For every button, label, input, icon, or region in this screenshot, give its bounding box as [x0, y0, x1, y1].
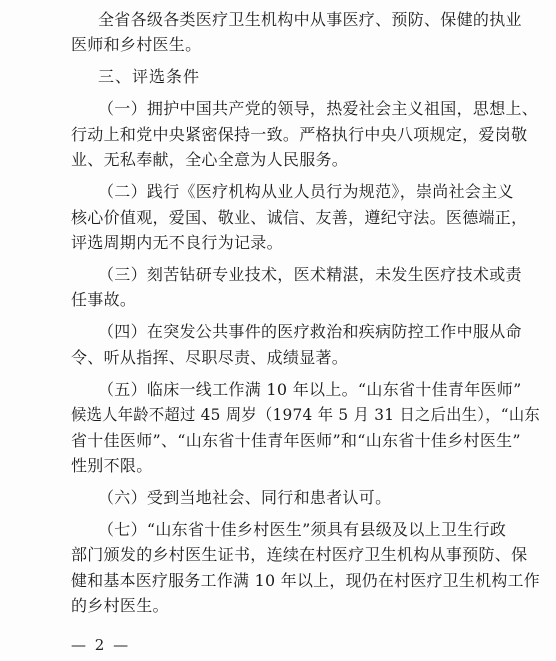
item-2-line-2: 核心价值观，爱国、敬业、诚信、友善，遵纪守法。医德端正， [71, 207, 528, 227]
item-2-line-3: 评选周期内无不良行为记录。 [71, 232, 283, 252]
item-5-line-3: 省十佳医师”、“山东省十佳青年医师”和“山东省十佳乡村医生” [71, 430, 521, 450]
item-7-line-2: 部门颁发的乡村医生证书，连续在村医疗卫生机构从事预防、保 [71, 545, 528, 565]
item-3-line-1: （三）刻苦钻研专业技术，医术精湛，未发生医疗技术或责 [98, 264, 522, 284]
item-7-line-3: 健和基本医疗服务工作满 10 年以上，现仍在村医疗卫生机构工作 [71, 570, 541, 590]
item-5-line-2: 候选人年龄不超过 45 周岁（1974 年 5 月 31 日之后出生），“山东 [71, 405, 541, 425]
item-5-line-4: 性别不限。 [71, 455, 153, 475]
item-1-line-3: 业、无私奉献，全心全意为人民服务。 [71, 150, 349, 170]
item-7-line-4: 的乡村医生。 [71, 596, 169, 615]
item-1-line-1: （一）拥护中国共产党的领导，热爱社会主义祖国，思想上、 [98, 99, 539, 119]
item-1-line-2: 行动上和党中央紧密保持一致。严格执行中央八项规定，爱岗敬 [71, 124, 528, 144]
item-6-line-1: （六）受到当地社会、同行和患者认可。 [98, 487, 392, 507]
item-2-line-1: （二）践行《医疗机构从业人员行为规范》，崇尚社会主义 [98, 182, 514, 202]
item-7-line-1: （七）“山东省十佳乡村医生”须具有县级及以上卫生行政 [98, 519, 507, 539]
item-5-line-1: （五）临床一线工作满 10 年以上。“山东省十佳青年医师” [98, 379, 522, 399]
intro-line-1: 全省各级各类医疗卫生机构中从事医疗、预防、保健的执业 [98, 10, 522, 29]
page-number: — 2 — [71, 636, 131, 654]
section-heading-line-1: 三、评选条件 [98, 67, 201, 87]
item-4-line-2: 令、听从指挥、尽职尽责、成绩显著。 [71, 347, 349, 367]
item-4-line-1: （四）在突发公共事件的医疗救治和疾病防控工作中服从命 [98, 322, 522, 342]
intro-line-2: 医师和乡村医生。 [71, 35, 202, 55]
item-3-line-2: 任事故。 [71, 290, 137, 310]
